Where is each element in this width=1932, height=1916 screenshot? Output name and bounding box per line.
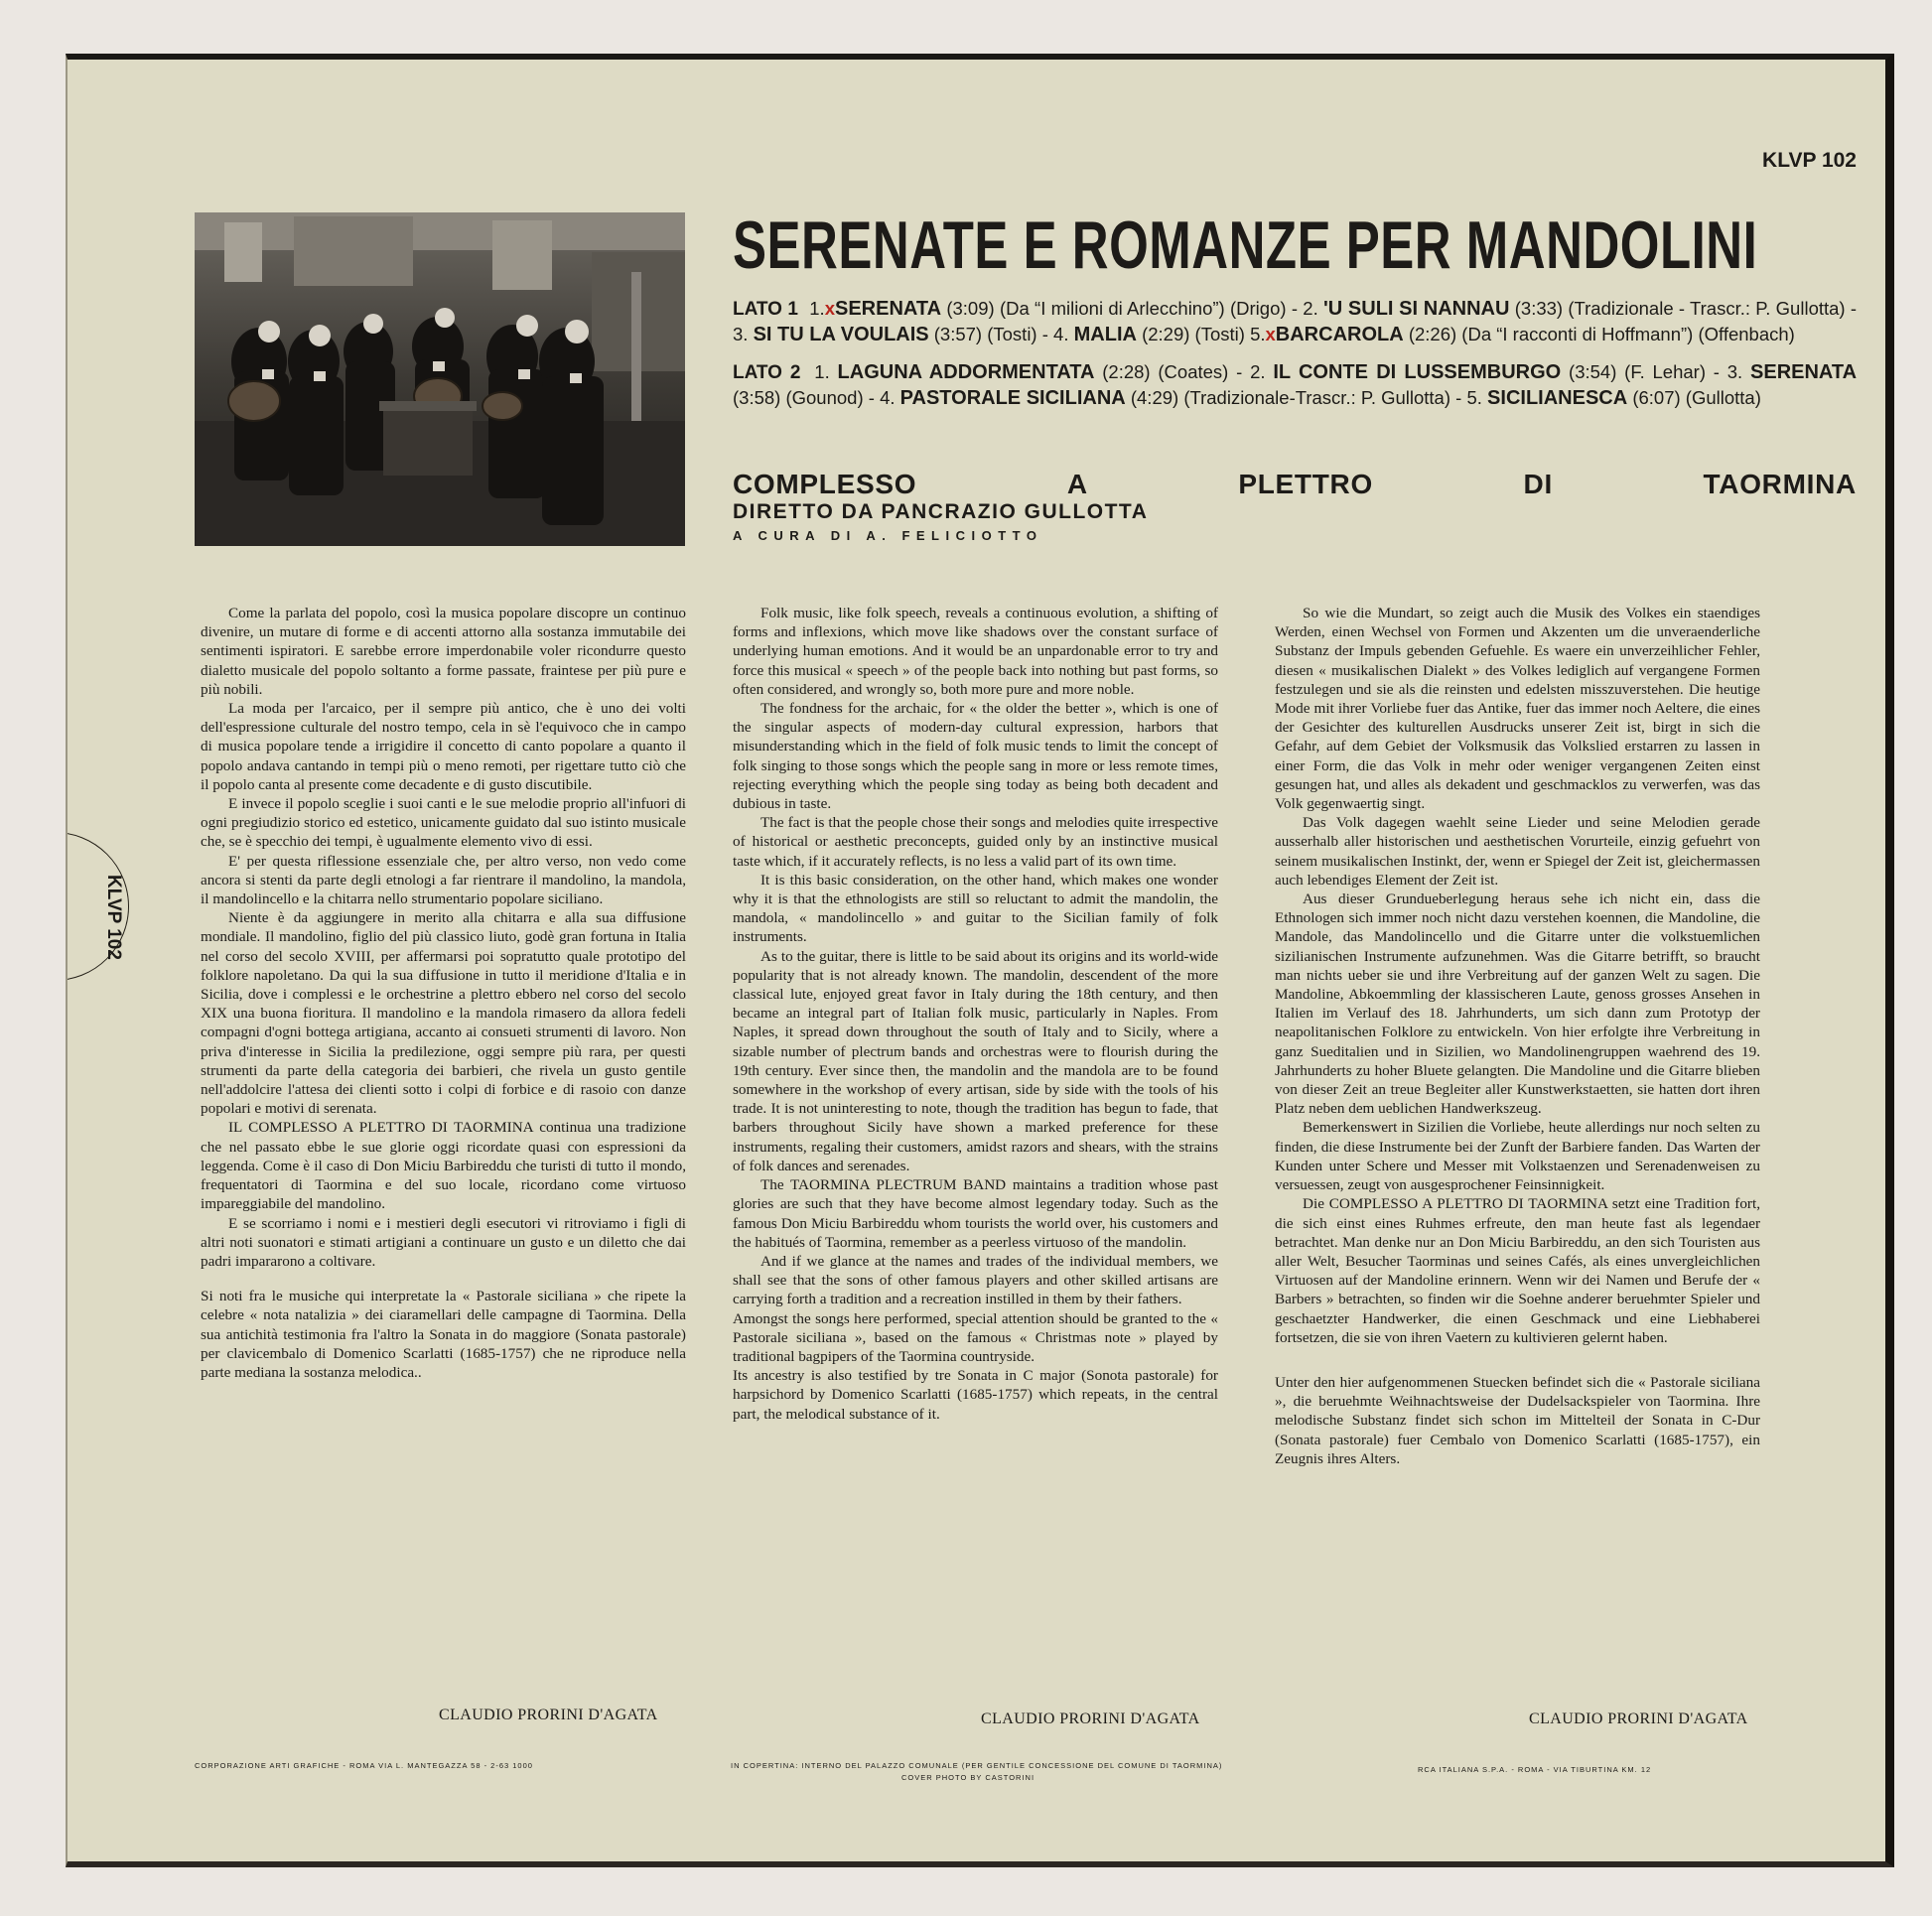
track-title: LAGUNA ADDORMENTATA	[837, 361, 1095, 383]
ensemble-word: DI	[1523, 469, 1553, 499]
paragraph: Bemerkenswert in Sizilien die Vorliebe, heute allerdings nur noch selten zu finden, die diese Instrumente bei der Zunft der Barbiere fanden. Das Warten der Kunden unter Schere und Messer mit Volkstaenzen und Serenadenweisen zu versuessen, zeugt von ausgesprochener Feinsinnigkeit.	[1275, 1119, 1760, 1194]
track-meta: (4:29) (Tradizionale-Trascr.: P. Gullotta)	[1130, 387, 1451, 408]
author-signature: CLAUDIO PRORINI D'AGATA	[1529, 1711, 1748, 1727]
spine-catalog-number: KLVP 102	[103, 875, 124, 960]
paragraph: As to the guitar, there is little to be said about its origins and its world-wide popularity that is not already known. The mandolin, descendent of the more classical lute, enjoyed great favor in Italy during the 18th century, and then became an integral part of Italian folk music, particularly in Naples. From Naples, it spread down throughout the south of Italy and to Sicily, where a sizable number of plectrum bands and orchestras were to flourish during the 19th century. Ever since then, the mandolin and the mandola are to be found somewhere in the workshop of every artisan, side by side with the tools of his trade. It is not uninteresting to note, though the tradition has begun to fade, that barbers throughout Sicily have shown a marked preference for these instruments, regaling their customers, amidst razors and shears, with the strains of folk dances and serenades.	[733, 947, 1218, 1174]
paragraph: Das Volk dagegen waehlt seine Lieder und seine Melodien gerade ausserhalb aller historischen und aesthetischen Vorurteile, einzig gefuehrt von seinem musikalischen Instinkt, der, wenn er Spiegel der Zeit ist, gleichermassen auch lebendiges Element der Zeit ist.	[1275, 814, 1760, 889]
paragraph: Aus dieser Grundueberlegung heraus sehe ich nicht ein, dass die Ethnologen sich immer noch nicht dazu verstehen koennen, die Mandoline, die Mandole, das Mandolincello und die Gitarre unter die volkstuemlichen sizilianischen Instrumente aufzunehmen. Was die Gitarre betrifft, so braucht man nichts ueber sie und ihre Verbreitung auf der ganzen Welt zu sagen. Die Mandoline, Abkoemmling der klassischeren Laute, genoss grosses Ansehen in Italien im Verlauf des 18. Jahrhunderts, um sich dann zum Prototyp der neapolitanischen Folklore zu entwickeln. Von hier erfolgte ihre Verbreitung in ganz Sueditalien und in Sizilien, wo Mandolinengruppen waehrend des 19. Jahrhunderts zu hoher Bluete gelangten. Die Mandoline und die Gitarre blieben von dieser Zeit an treue Begleiter aller Kunstwerkstaetten, sie hatten dort ihren Platz neben dem ueblichen Handwerkszeug.	[1275, 890, 1760, 1118]
paragraph: IL COMPLESSO A PLETTRO DI TAORMINA continua una tradizione che nel passato ebbe le sue glorie oggi ricordate quasi con espressioni da leggenda. Come è il caso di Don Miciu Barbireddu che turisti di tutto il mondo, frequentatori di Taormina e del suo locale, ricordano come virtuoso impareggiabile del mandolino.	[201, 1119, 686, 1213]
paragraph: E' per questa riflessione essenziale che, per altro verso, non vedo come ancora si stenti da parte degli etnologi a far rientrare il mandolino, la mandola, il mandolincello e la chitarra nello strumentario popolare siciliano.	[201, 852, 686, 908]
paragraph: Folk music, like folk speech, reveals a continuous evolution, a shifting of forms and inflexions, which move like shadows over the constant surface of underlying human emotions. And it would be an unpardonable error to try and force this musical « speech » of the people back into nothing but past forms, so often considered, and wrongly so, both more pure and more noble.	[733, 605, 1218, 698]
track-title: PASTORALE SICILIANA	[899, 387, 1126, 409]
album-title: SERENATE E ROMANZE PER MANDOLINI	[733, 207, 1758, 283]
track-number: 2.	[1303, 298, 1318, 319]
closing-note: Si noti fra le musiche qui interpretate la « Pastorale siciliana » che ripete la celebre « nota natalizia » dei ciaramellari delle campagne di Taormina. Della sua antichità testimonia fra l'altro la Sonata in do maggiore (Sonata pastorale) per clavicembalo di Domenico Scarlatti (1685-1757) che ne riproduce nella parte mediana la sostanza melodica..	[201, 1288, 686, 1381]
paragraph: Die COMPLESSO A PLETTRO DI TAORMINA setzt eine Tradition fort, die sich einst eines Ruhmes erfreute, den man heute fast als legendaer betrachtet. Man denke nur an Don Miciu Barbireddu, an den sich Touristen aus aller Welt, Besucher Taorminas und seines Cafés, als eines unvergleichlichen Virtuosen auf der Mandoline erinnern. Wenn wir dei Namen und Berufe der « Barbers » betrachten, so finden wir die Soehne anderer beruehmter Spieler und geschaetzter Handwerker, die einen Geschmack und eine Liebhaberei fortsetzen, die sie von ihren Vaetern zu kultivieren gelernt haben.	[1275, 1195, 1760, 1346]
printer-credit: CORPORAZIONE ARTI GRAFICHE - ROMA VIA L. MANTEGAZZA 58 - 2-63 1000	[195, 1761, 533, 1770]
track-number: 5.	[1250, 324, 1266, 344]
track-meta: (2:29) (Tosti)	[1142, 324, 1245, 344]
band-photo	[195, 212, 685, 546]
track-number: 1.	[809, 298, 825, 319]
track-number: 4.	[1053, 324, 1069, 344]
paragraph: The fact is that the people chose their songs and melodies quite irrespective of historical or aesthetic preconcepts, guided only by an instinctive musical taste which, if it accurately reflects, is no less a valid part of its own time.	[733, 814, 1218, 870]
track-title: BARCAROLA	[1275, 324, 1404, 345]
side-label: LATO 1	[733, 299, 798, 320]
closing-note: Its ancestry is also testified by tre Sonata in C major (Sonota pastorale) for harpsichord by Domenico Scarlatti (1685-1757) which repeats, in the central part, the melodical substance of it.	[733, 1367, 1218, 1423]
paragraph: The fondness for the archaic, for « the older the better », which is one of the singular aspects of modern-day cultural expression, harbors that misunderstanding which in the field of folk music tends to limit the concept of folk singing to those songs which the people sang in more or less remote times, rejecting everything which the people sing today as being both decadent and dubious in taste.	[733, 700, 1218, 813]
track-title: IL CONTE DI LUSSEMBURGO	[1273, 361, 1562, 383]
track-meta: (3:54) (F. Lehar)	[1569, 361, 1706, 382]
track-list	[733, 296, 1857, 423]
track-meta: (3:33) (Tradizionale - Trascr.: P. Gullotta)	[1514, 298, 1846, 319]
ensemble-name	[733, 469, 1857, 500]
track-number: 2.	[1250, 361, 1266, 382]
author-signature: CLAUDIO PRORINI D'AGATA	[981, 1711, 1200, 1727]
notes-german	[1275, 604, 1760, 1468]
track-number: 3.	[733, 324, 749, 344]
side-1: LATO 1 1.xSERENATA (3:09) (Da “I milioni di Arlecchino”) (Drigo) - 2. 'U SULI SI NANNAU (3:33) (Tradizionale - Trascr.: P. Gullotta) - 3. SI TU LA VOULAIS (3:57) (Tosti) - 4. MALIA (2:29) (Tosti) 5.xBARCAROLA (2:26) (Da “I racconti di Hoffmann”) (Offenbach)	[733, 298, 1858, 345]
track-number: 1.	[814, 361, 830, 382]
cover-credit: IN COPERTINA: INTERNO DEL PALAZZO COMUNALE (PER GENTILE CONCESSIONE DEL COMUNE DI TAORMINA)	[731, 1761, 1223, 1770]
ensemble-word: COMPLESSO	[733, 469, 917, 499]
paragraph: E se scorriamo i nomi e i mestieri degli esecutori vi ritroviamo i figli di altri noti suonatori e stimati artigiani a continuare un gusto e un diletto che dai padri impararono a coltivare.	[201, 1214, 686, 1270]
track-title: SERENATA	[1750, 361, 1858, 383]
ensemble-word: TAORMINA	[1703, 469, 1857, 499]
paragraph: E invece il popolo sceglie i suoi canti e le sue melodie proprio all'infuori di ogni pregiudizio storico ed estetico, unicamente guidato dal suo istinto musicale che, se è specchio dei tempi, è ugualmente elemento vivo di essi.	[201, 795, 686, 851]
notes-english	[733, 604, 1218, 1424]
handwritten-mark: x	[1265, 324, 1276, 344]
paragraph: It is this basic consideration, on the other hand, which makes one wonder why it is that the ethnologists are still so reluctant to admit the mandolin, the mandola, « mandolincello » and guitar to the Sicilian family of folk instruments.	[733, 871, 1218, 946]
notes-italian	[201, 604, 686, 1382]
label-credit: RCA ITALIANA S.P.A. - ROMA - VIA TIBURTINA KM. 12	[1418, 1765, 1652, 1774]
photo-credit: COVER PHOTO BY CASTORINI	[901, 1773, 1035, 1782]
closing-note: Unter den hier aufgenommenen Stuecken befindet sich die « Pastorale siciliana », die beruehmte Weihnachtsweise der Dudelsackspieler von Taormina. Ihre melodische Substanz findet sich schon im Mittelteil der Sonata in C-Dur (Sonata pastorale) fuer Cembalo von Domenico Scarlatti (1685-1757), ein Zeugnis ihres Alters.	[1275, 1373, 1760, 1467]
side-2: LATO 2 1. LAGUNA ADDORMENTATA (2:28) (Coates) - 2. IL CONTE DI LUSSEMBURGO (3:54) (F. Lehar) - 3. SERENATA (3:58) (Gounod) - 4. PASTORALE SICILIANA (4:29) (Tradizionale-Trascr.: P. Gullotta) - 5. SICILIANESCA (6:07) (Gullotta)	[733, 361, 1858, 409]
closing-note: Amongst the songs here performed, special attention should be granted to the « Pastorale siciliana », based on the famous « Christmas note » played by traditional bagpipers of the Taormina countryside.	[733, 1309, 1218, 1365]
track-title: SI TU LA VOULAIS	[753, 324, 929, 345]
handwritten-mark: x	[824, 298, 835, 319]
track-meta: (2:26) (Da “I racconti di Hoffmann”) (Offenbach)	[1408, 324, 1795, 344]
paragraph: La moda per l'arcaico, per il sempre più antico, che è uno dei volti dell'espressione culturale del nostro tempo, cela in sè l'equivoco che in campo di musica popolare tende a irrigidire il concetto di canto popolare a quanto il popolo andava cantando in tempi più o meno remoti, per rigettare tutto ciò che il popolo canta al presente come decadente e di gusto discutibile.	[201, 700, 686, 793]
track-title: 'U SULI SI NANNAU	[1323, 298, 1510, 320]
track-title: SERENATA	[834, 298, 942, 320]
track-meta: (6:07) (Gullotta)	[1632, 387, 1761, 408]
track-title: SICILIANESCA	[1487, 387, 1628, 409]
paragraph: And if we glance at the names and trades of the individual members, we shall see that the sons of other famous players and other skilled artisans are carrying forth a tradition and a recreation instilled in them by their fathers.	[733, 1252, 1218, 1308]
ensemble-word: A	[1066, 469, 1088, 499]
paragraph: Niente è da aggiungere in merito alla chitarra e alla sua diffusione mondiale. Il mandolino, figlio del più classico liuto, godè gran fortuna in Italia nel corso del secolo XVIII, per affermarsi poi sopratutto quale prototipo del folklore napoletano. Da qui la sua diffusione in tutto il meridione d'Italia e in Sicilia, dove i complessi e le orchestrine a plettro ebbero nel corso del secolo XIX una buona fioritura. Il mandolino e la mandola rimasero da allora fedeli compagni d'ogni bottega artigiana, accanto ai consueti strumenti di lavoro. Non priva d'interesse in Sicilia la predilezione, oggi sempre più rara, per questi strumenti da parte della categoria dei barbieri, che rivela un gusto gentile nell'addolcire l'attesa dei clienti sotto i colpi di forbice e di rasoio con danze popolari e motivi di serenata.	[201, 909, 686, 1118]
paragraph: So wie die Mundart, so zeigt auch die Musik des Volkes ein staendiges Werden, einen Wechsel von Formen und Akzenten um die unveraenderliche Substanz der Impuls gebenden Gefuehle. Es waere ein unverzeihlicher Fehler, diesen « musikalischen Dialekt » des Volkes lediglich auf vergangene Formen festzulegen und sie als die reinsten und edelsten misszuverstehen. Die heutige Mode mit ihrer Vorliebe fuer das Antike, fuer das immer noch Aeltere, die eines der Gesichter des kulturellen Ausdrucks unserer Zeit ist, birgt in sich die Gefahr, auf dem Gebiet der Volksmusik das Volkslied erstarren zu lassen in einer Form, die das Volk in mehr oder weniger vergangenen Zeiten einst gesungen hat, und alles als dekadent und geschmacklos zu verwerfen, was das Volk gegenwaertig singt.	[1275, 605, 1760, 813]
track-number: 4.	[880, 387, 896, 408]
catalog-number: KLVP 102	[1762, 149, 1857, 172]
track-number: 3.	[1726, 361, 1743, 382]
paragraph: The TAORMINA PLECTRUM BAND maintains a tradition whose past glories are such that they have become almost legendary today. Such as the famous Don Miciu Barbireddu whom tourists the world over, his customers and the habitués of Taormina, remember as a peerless virtuoso of the mandolin.	[733, 1176, 1218, 1251]
track-meta: (2:28) (Coates)	[1102, 361, 1229, 382]
paragraph: Come la parlata del popolo, così la musica popolare discopre un continuo divenire, un mutare di forme e di accenti attorno alla sostanza immutabile dei sentimenti ispiratori. E sarebbe errore imperdonabile voler ricondurre questo dialetto musicale del popolo soltanto a forme passate, fraintese per più pure e più nobili.	[201, 605, 686, 698]
track-title: MALIA	[1073, 324, 1137, 345]
band-photo-icon	[195, 212, 685, 546]
author-signature: CLAUDIO PRORINI D'AGATA	[439, 1707, 658, 1723]
side-label: LATO 2	[733, 362, 801, 383]
track-meta: (3:09) (Da “I milioni di Arlecchino”) (Drigo)	[946, 298, 1287, 319]
editor-credit: A CURA DI A. FELICIOTTO	[733, 528, 1043, 543]
director-credit: DIRETTO DA PANCRAZIO GULLOTTA	[733, 500, 1149, 523]
track-number: 5.	[1466, 387, 1482, 408]
track-meta: (3:58) (Gounod)	[733, 387, 864, 408]
track-meta: (3:57) (Tosti)	[933, 324, 1037, 344]
record-sleeve-back	[66, 54, 1894, 1867]
ensemble-word: PLETTRO	[1238, 469, 1373, 499]
